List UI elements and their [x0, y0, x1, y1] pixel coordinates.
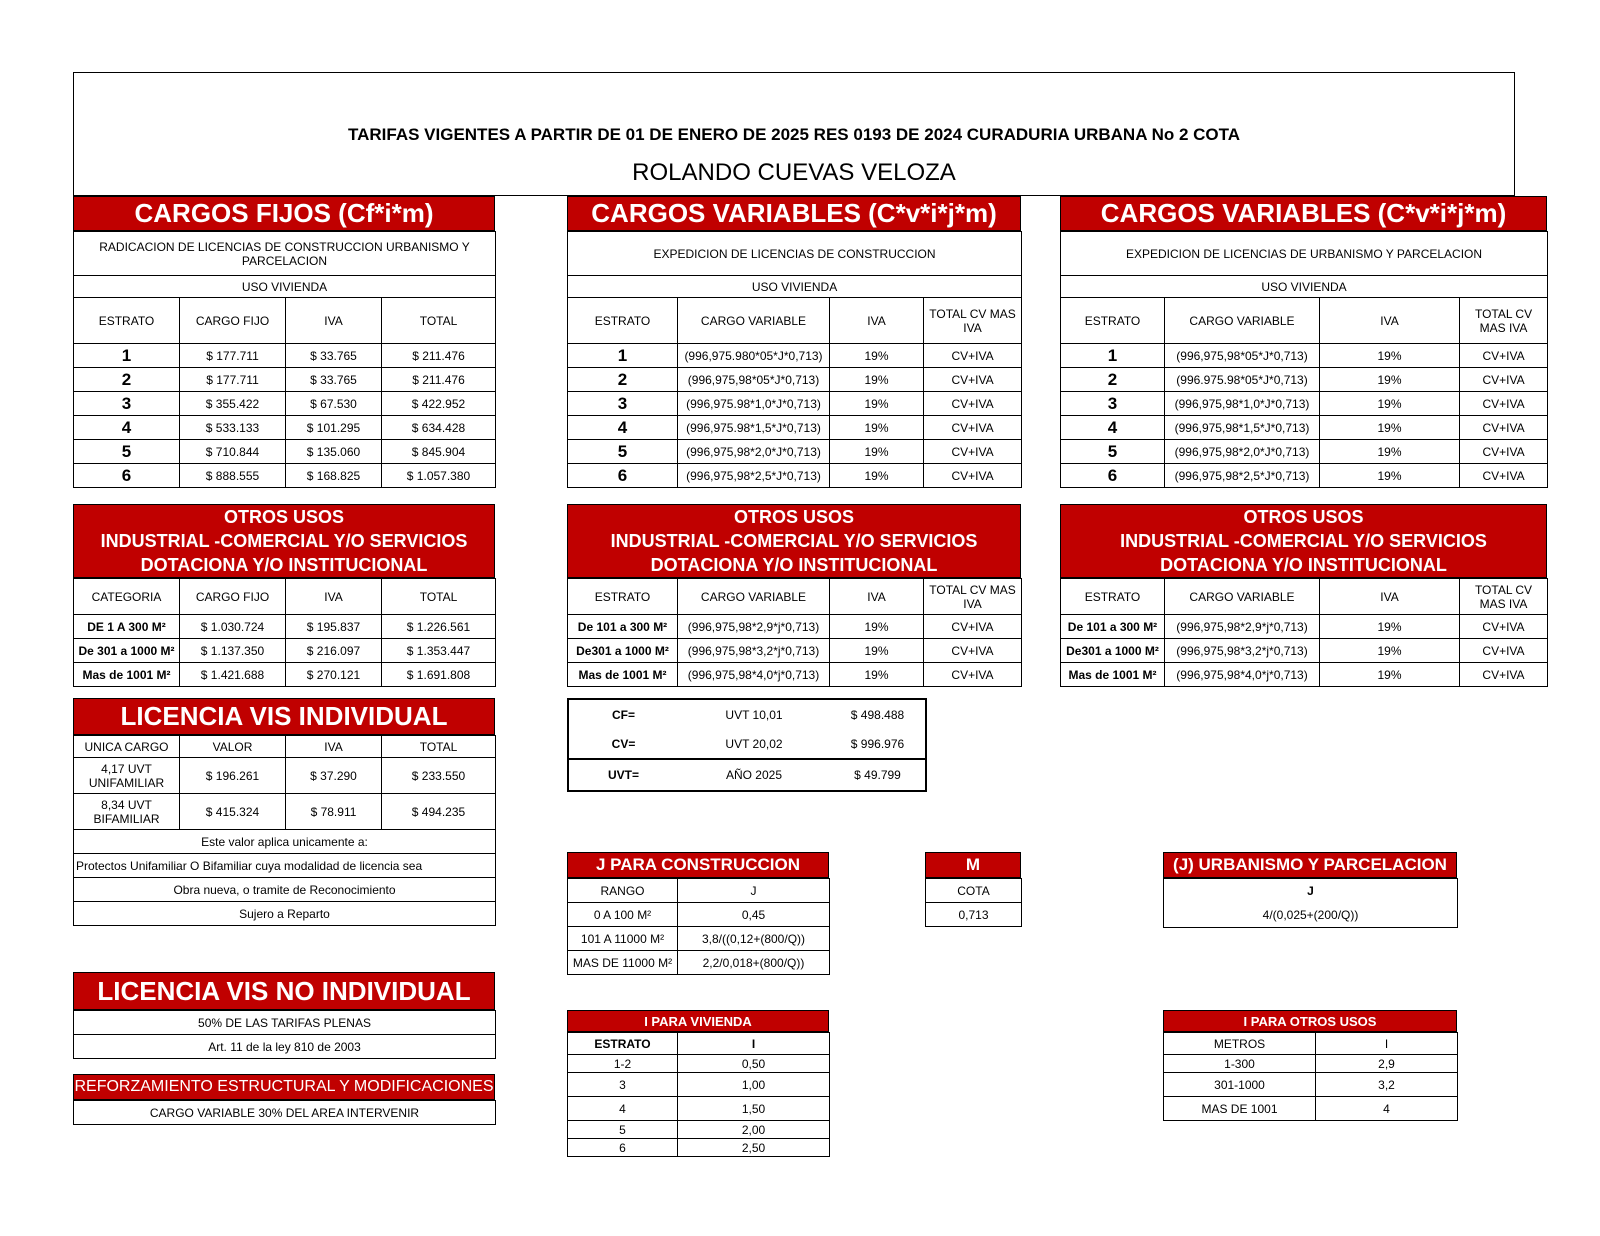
cell: 5	[1061, 440, 1165, 464]
otros-line1: OTROS USOS	[1243, 507, 1364, 527]
cell: (996,975,98*2,0*J*0,713)	[678, 440, 830, 464]
table-row	[1164, 1055, 1458, 1073]
cell: $ 1.137.350	[180, 639, 286, 663]
cell: $ 1.353.447	[382, 639, 496, 663]
cell: De 101 a 300 M²	[568, 615, 678, 639]
cell: CV+IVA	[1460, 344, 1548, 368]
otros-line3: DOTACIONA Y/O INSTITUCIONAL	[650, 555, 938, 575]
table-row	[568, 759, 926, 791]
cell: CV+IVA	[924, 440, 1022, 464]
j-const-heading: J PARA CONSTRUCCION	[567, 852, 829, 878]
vis-note: Obra nueva, o tramite de Reconocimiento	[74, 878, 496, 902]
cell: 2,00	[678, 1121, 830, 1139]
cell: 3	[74, 392, 180, 416]
cell: $ 996.976	[850, 736, 905, 751]
table-row	[568, 1055, 830, 1073]
cell: De 301 a 1000 M²	[74, 639, 180, 663]
cell: CV+IVA	[1460, 440, 1548, 464]
cell: 19%	[830, 368, 924, 392]
cell: $ 37.290	[286, 758, 382, 794]
cell: CV+IVA	[924, 464, 1022, 488]
cell: 1,50	[678, 1097, 830, 1121]
cell: (996,975,98*1,0*J*0,713)	[1165, 392, 1320, 416]
cell: 5	[74, 440, 180, 464]
cell: Mas de 1001 M²	[1061, 663, 1165, 687]
cell: De301 a 1000 M²	[1061, 639, 1165, 663]
cell: 1	[568, 344, 678, 368]
cell: CV+IVA	[1460, 663, 1548, 687]
cell: 19%	[830, 392, 924, 416]
cell: $ 1.421.688	[180, 663, 286, 687]
col-header: CARGO VARIABLE	[1165, 579, 1320, 615]
cell: 19%	[1320, 663, 1460, 687]
table-row	[568, 927, 830, 951]
cell: 1-2	[568, 1055, 678, 1073]
col-header: ESTRATO	[568, 579, 678, 615]
col-header: TOTAL CV MAS IVA	[1460, 579, 1548, 615]
col-header: I	[678, 1033, 830, 1055]
cell: $ 101.295	[286, 416, 382, 440]
cell: $ 634.428	[382, 416, 496, 440]
m-heading: M	[925, 852, 1021, 878]
cell: 19%	[830, 663, 924, 687]
j-urb-value: 4/(0,025+(200/Q))	[1262, 908, 1359, 922]
otros-heading-fijos	[73, 504, 495, 578]
cell: $ 177.711	[180, 368, 286, 392]
col-header: TOTAL	[382, 736, 496, 758]
table-row	[568, 416, 1022, 440]
cell: (996,975,98*4,0*j*0,713)	[678, 663, 830, 687]
table-row	[74, 440, 496, 464]
cell: 19%	[830, 615, 924, 639]
cell: (996,975,98*05*J*0,713)	[1165, 344, 1320, 368]
cell: 19%	[830, 639, 924, 663]
cell: 6	[568, 464, 678, 488]
cell: AÑO 2025	[678, 759, 830, 791]
cell: 3,8/((0,12+(800/Q))	[678, 927, 830, 951]
cell: CV+IVA	[1460, 615, 1548, 639]
table-row	[568, 699, 926, 729]
cell: $ 422.952	[382, 392, 496, 416]
table-row	[1061, 464, 1548, 488]
table-row	[1061, 639, 1548, 663]
table-row	[1164, 1073, 1458, 1097]
otros-line3: DOTACIONA Y/O INSTITUCIONAL	[140, 555, 428, 575]
table-row	[74, 416, 496, 440]
cell: 0,50	[678, 1055, 830, 1073]
cell: CV+IVA	[1460, 416, 1548, 440]
refuerzo-heading: REFORZAMIENTO ESTRUCTURAL Y MODIFICACIONES	[73, 1074, 495, 1100]
fijos-heading: CARGOS FIJOS (Cf*i*m)	[73, 196, 495, 231]
cell: CV+IVA	[1460, 392, 1548, 416]
cell: (996,975,98*2,5*J*0,713)	[1165, 464, 1320, 488]
cell: (996,975,98*2,9*j*0,713)	[678, 615, 830, 639]
vis-note: Protectos Unifamiliar O Bifamiliar cuya modalidad de licencia sea	[74, 854, 496, 878]
otros-line2: INDUSTRIAL -COMERCIAL Y/O SERVICIOS	[610, 531, 978, 551]
cell: 19%	[1320, 639, 1460, 663]
cell: DE 1 A 300 M²	[74, 615, 180, 639]
cell: $ 33.765	[286, 344, 382, 368]
vis-no-line: Art. 11 de la ley 810 de 2003	[74, 1035, 496, 1059]
cell: CV+IVA	[1460, 464, 1548, 488]
cell: (996,975,98*2,5*J*0,713)	[678, 464, 830, 488]
otros-urb-table	[1060, 578, 1548, 687]
table-row	[568, 729, 926, 759]
table-row	[568, 615, 1022, 639]
col-header: CARGO VARIABLE	[1165, 298, 1320, 344]
col-header: CARGO FIJO	[180, 579, 286, 615]
cell: 2	[74, 368, 180, 392]
cell: $ 216.097	[286, 639, 382, 663]
table-row	[74, 663, 496, 687]
cell: 5	[568, 440, 678, 464]
cell: 1	[1061, 344, 1165, 368]
cell: $ 270.121	[286, 663, 382, 687]
cell: $ 177.711	[180, 344, 286, 368]
table-row	[74, 758, 496, 794]
fijos-desc: RADICACION DE LICENCIAS DE CONSTRUCCION URBANISMO Y PARCELACION	[74, 232, 496, 276]
cell: 4	[568, 1097, 678, 1121]
cell: De301 a 1000 M²	[568, 639, 678, 663]
cell: $ 888.555	[180, 464, 286, 488]
cell: Mas de 1001 M²	[74, 663, 180, 687]
cell: 19%	[1320, 464, 1460, 488]
col-header: ESTRATO	[74, 298, 180, 344]
cell: (996,975.98*1,0*J*0,713)	[678, 392, 830, 416]
table-row	[568, 344, 1022, 368]
cell: $ 195.837	[286, 615, 382, 639]
table-row	[74, 344, 496, 368]
cell: (996,975.980*05*J*0,713)	[678, 344, 830, 368]
cell: 4	[1061, 416, 1165, 440]
cell: 1,00	[678, 1073, 830, 1097]
vis-note: Este valor aplica unicamente a:	[74, 830, 496, 854]
j-urb-table	[1163, 878, 1458, 928]
i-viv-heading: I PARA VIVIENDA	[567, 1010, 829, 1032]
table-row	[568, 1121, 830, 1139]
cell: 1	[74, 344, 180, 368]
cell: (996,975,98*3,2*j*0,713)	[1165, 639, 1320, 663]
table-row	[1061, 615, 1548, 639]
otros-line3: DOTACIONA Y/O INSTITUCIONAL	[1160, 555, 1447, 575]
cell: 4	[568, 416, 678, 440]
m-table	[925, 878, 1022, 927]
cell: CV+IVA	[924, 663, 1022, 687]
cell: 6	[568, 1139, 678, 1157]
cell: UVT 10,01	[725, 707, 783, 722]
table-row	[568, 368, 1022, 392]
col-header: TOTAL	[382, 579, 496, 615]
cell: CV+IVA	[924, 392, 1022, 416]
cell: CV+IVA	[924, 639, 1022, 663]
cell: 19%	[1320, 440, 1460, 464]
j-const-table	[567, 878, 830, 975]
cell: 3	[1061, 392, 1165, 416]
cell: MAS DE 1001	[1164, 1097, 1316, 1121]
table-row	[568, 1073, 830, 1097]
refuerzo-table	[73, 1100, 496, 1125]
cell: $ 33.765	[286, 368, 382, 392]
cell: (996,975,98*3,2*j*0,713)	[678, 639, 830, 663]
cell: 19%	[1320, 615, 1460, 639]
otros-line2: INDUSTRIAL -COMERCIAL Y/O SERVICIOS	[100, 531, 468, 551]
cell: UVT=	[568, 759, 678, 791]
cell: $ 1.226.561	[382, 615, 496, 639]
var-const-table	[567, 231, 1022, 488]
var-urb-desc: EXPEDICION DE LICENCIAS DE URBANISMO Y PARCELACION	[1061, 232, 1548, 276]
col-header: IVA	[286, 298, 382, 344]
cell: (996,975,98*05*J*0,713)	[678, 368, 830, 392]
fijos-uso: USO VIVIENDA	[74, 276, 496, 298]
cell: $ 710.844	[180, 440, 286, 464]
col-header: IVA	[286, 579, 382, 615]
vis-table	[73, 735, 496, 926]
table-row	[74, 639, 496, 663]
var-urb-uso: USO VIVIENDA	[1061, 276, 1548, 298]
cell: CV=	[611, 736, 636, 751]
table-row	[568, 1097, 830, 1121]
cell: (996.975.98*05*J*0,713)	[1165, 368, 1320, 392]
cell: 19%	[1320, 392, 1460, 416]
table-row	[1061, 663, 1548, 687]
j-urb-col: J	[1307, 884, 1314, 898]
header-box	[73, 72, 1515, 196]
m-col: COTA	[926, 879, 1022, 903]
cell: $ 135.060	[286, 440, 382, 464]
vis-no-table	[73, 1010, 496, 1059]
cell: $ 533.133	[180, 416, 286, 440]
table-row	[568, 663, 1022, 687]
col-header: TOTAL CV MAS IVA	[924, 579, 1022, 615]
m-value: 0,713	[926, 903, 1022, 927]
cell: 0,45	[678, 903, 830, 927]
cell: 5	[568, 1121, 678, 1139]
table-row	[74, 464, 496, 488]
j-urb-heading: (J) URBANISMO Y PARCELACION	[1163, 852, 1457, 878]
var-const-uso: USO VIVIENDA	[568, 276, 1022, 298]
cell: $ 1.030.724	[180, 615, 286, 639]
cell: 19%	[830, 464, 924, 488]
cell: $ 233.550	[382, 758, 496, 794]
cell: $ 498.488	[850, 707, 905, 722]
cell: 2,50	[678, 1139, 830, 1157]
cell: (996,975.98*1,5*J*0,713)	[678, 416, 830, 440]
cell: 19%	[830, 440, 924, 464]
table-row	[1061, 344, 1548, 368]
cell: 1-300	[1164, 1055, 1316, 1073]
otros-line1: OTROS USOS	[733, 507, 854, 527]
cell: $ 415.324	[180, 794, 286, 830]
col-header: IVA	[286, 736, 382, 758]
cell: 2,9	[1316, 1055, 1458, 1073]
table-row	[74, 368, 496, 392]
fijos-table	[73, 231, 496, 488]
table-row	[1164, 1097, 1458, 1121]
page-subtitle: ROLANDO CUEVAS VELOZA	[632, 159, 956, 186]
cell: 19%	[1320, 344, 1460, 368]
otros-line2: INDUSTRIAL -COMERCIAL Y/O SERVICIOS	[1120, 531, 1487, 551]
table-row	[1061, 392, 1548, 416]
var-const-desc: EXPEDICION DE LICENCIAS DE CONSTRUCCION	[568, 232, 1022, 276]
col-header: TOTAL CV MAS IVA	[924, 298, 1022, 344]
cell: $ 494.235	[382, 794, 496, 830]
cell: 3,2	[1316, 1073, 1458, 1097]
cell: CV+IVA	[924, 344, 1022, 368]
cell: CF=	[611, 707, 635, 722]
cell: (996,975,98*2,0*J*0,713)	[1165, 440, 1320, 464]
otros-fijos-table	[73, 578, 496, 687]
table-row	[568, 951, 830, 975]
cell: CV+IVA	[1460, 639, 1548, 663]
table-row	[568, 392, 1022, 416]
otros-const-table	[567, 578, 1022, 687]
cell: CV+IVA	[924, 368, 1022, 392]
otros-heading-const	[567, 504, 1021, 578]
otros-heading-urb	[1060, 504, 1547, 578]
i-otros-heading: I PARA OTROS USOS	[1163, 1010, 1457, 1032]
cell: De 101 a 300 M²	[1061, 615, 1165, 639]
col-header: ESTRATO	[568, 298, 678, 344]
var-urb-table	[1060, 231, 1548, 488]
col-header: IVA	[830, 298, 924, 344]
cell: 3	[568, 392, 678, 416]
refuerzo-line: CARGO VARIABLE 30% DEL AREA INTERVENIR	[74, 1101, 496, 1125]
cell: $ 845.904	[382, 440, 496, 464]
vis-heading: LICENCIA VIS INDIVIDUAL	[73, 698, 495, 735]
cell: $ 1.057.380	[382, 464, 496, 488]
col-header: ESTRATO	[568, 1033, 678, 1055]
i-viv-table	[567, 1032, 830, 1157]
table-row	[1061, 416, 1548, 440]
cell: 3	[568, 1073, 678, 1097]
table-row	[568, 464, 1022, 488]
col-header: CARGO VARIABLE	[678, 579, 830, 615]
uvt-table	[567, 698, 927, 792]
table-row	[568, 639, 1022, 663]
vis-no-heading: LICENCIA VIS NO INDIVIDUAL	[73, 972, 495, 1010]
cell: 4,17 UVT UNIFAMILIAR	[74, 758, 180, 794]
cell: 4	[1316, 1097, 1458, 1121]
cell: CV+IVA	[1460, 368, 1548, 392]
cell: $ 211.476	[382, 344, 496, 368]
cell: 6	[74, 464, 180, 488]
cell: 2	[1061, 368, 1165, 392]
col-header: ESTRATO	[1061, 298, 1165, 344]
i-otros-table	[1163, 1032, 1458, 1121]
col-header: METROS	[1164, 1033, 1316, 1055]
col-header: TOTAL CV MAS IVA	[1460, 298, 1548, 344]
cell: $ 168.825	[286, 464, 382, 488]
cell: Mas de 1001 M²	[568, 663, 678, 687]
table-row	[74, 615, 496, 639]
table-row	[568, 903, 830, 927]
cell: UVT 20,02	[725, 736, 783, 751]
otros-line1: OTROS USOS	[223, 507, 344, 527]
cell: $ 1.691.808	[382, 663, 496, 687]
page-title: TARIFAS VIGENTES A PARTIR DE 01 DE ENERO DE 2025 RES 0193 DE 2024 CURADURIA URBANA No 2 COTA	[347, 125, 1241, 144]
cell: CV+IVA	[924, 615, 1022, 639]
j-urb-cell	[1164, 879, 1458, 928]
vis-note: Sujero a Reparto	[74, 902, 496, 926]
cell: 19%	[1320, 368, 1460, 392]
table-row	[74, 392, 496, 416]
col-header: IVA	[1320, 298, 1460, 344]
col-header: ESTRATO	[1061, 579, 1165, 615]
cell: 19%	[830, 344, 924, 368]
cell: 8,34 UVT BIFAMILIAR	[74, 794, 180, 830]
col-header: CATEGORIA	[74, 579, 180, 615]
cell: $ 211.476	[382, 368, 496, 392]
cell: 19%	[1320, 416, 1460, 440]
var-urb-heading: CARGOS VARIABLES (C*v*i*j*m)	[1060, 196, 1547, 231]
col-header: IVA	[1320, 579, 1460, 615]
cell: $ 67.530	[286, 392, 382, 416]
table-row	[568, 440, 1022, 464]
table-row	[568, 1139, 830, 1157]
cell: 6	[1061, 464, 1165, 488]
cell: 101 A 11000 M²	[568, 927, 678, 951]
col-header: CARGO FIJO	[180, 298, 286, 344]
cell: $ 78.911	[286, 794, 382, 830]
var-const-heading: CARGOS VARIABLES (C*v*i*j*m)	[567, 196, 1021, 231]
cell: 4	[74, 416, 180, 440]
table-row	[1061, 440, 1548, 464]
cell: 2,2/0,018+(800/Q))	[678, 951, 830, 975]
cell: $ 49.799	[830, 759, 926, 791]
col-header: IVA	[830, 579, 924, 615]
col-header: RANGO	[568, 879, 678, 903]
col-header: I	[1316, 1033, 1458, 1055]
cell: MAS DE 11000 M²	[568, 951, 678, 975]
col-header: TOTAL	[382, 298, 496, 344]
cell: $ 196.261	[180, 758, 286, 794]
cell: 0 A 100 M²	[568, 903, 678, 927]
cell: 2	[568, 368, 678, 392]
col-header: J	[678, 879, 830, 903]
cell: 19%	[830, 416, 924, 440]
cell: $ 355.422	[180, 392, 286, 416]
cell: (996,975,98*4,0*j*0,713)	[1165, 663, 1320, 687]
cell: 301-1000	[1164, 1073, 1316, 1097]
cell: (996,975,98*2,9*j*0,713)	[1165, 615, 1320, 639]
table-row	[74, 794, 496, 830]
vis-no-line: 50% DE LAS TARIFAS PLENAS	[74, 1011, 496, 1035]
cell: CV+IVA	[924, 416, 1022, 440]
col-header: VALOR	[180, 736, 286, 758]
table-row	[1061, 368, 1548, 392]
col-header: CARGO VARIABLE	[678, 298, 830, 344]
col-header: UNICA CARGO	[74, 736, 180, 758]
cell: (996,975,98*1,5*J*0,713)	[1165, 416, 1320, 440]
